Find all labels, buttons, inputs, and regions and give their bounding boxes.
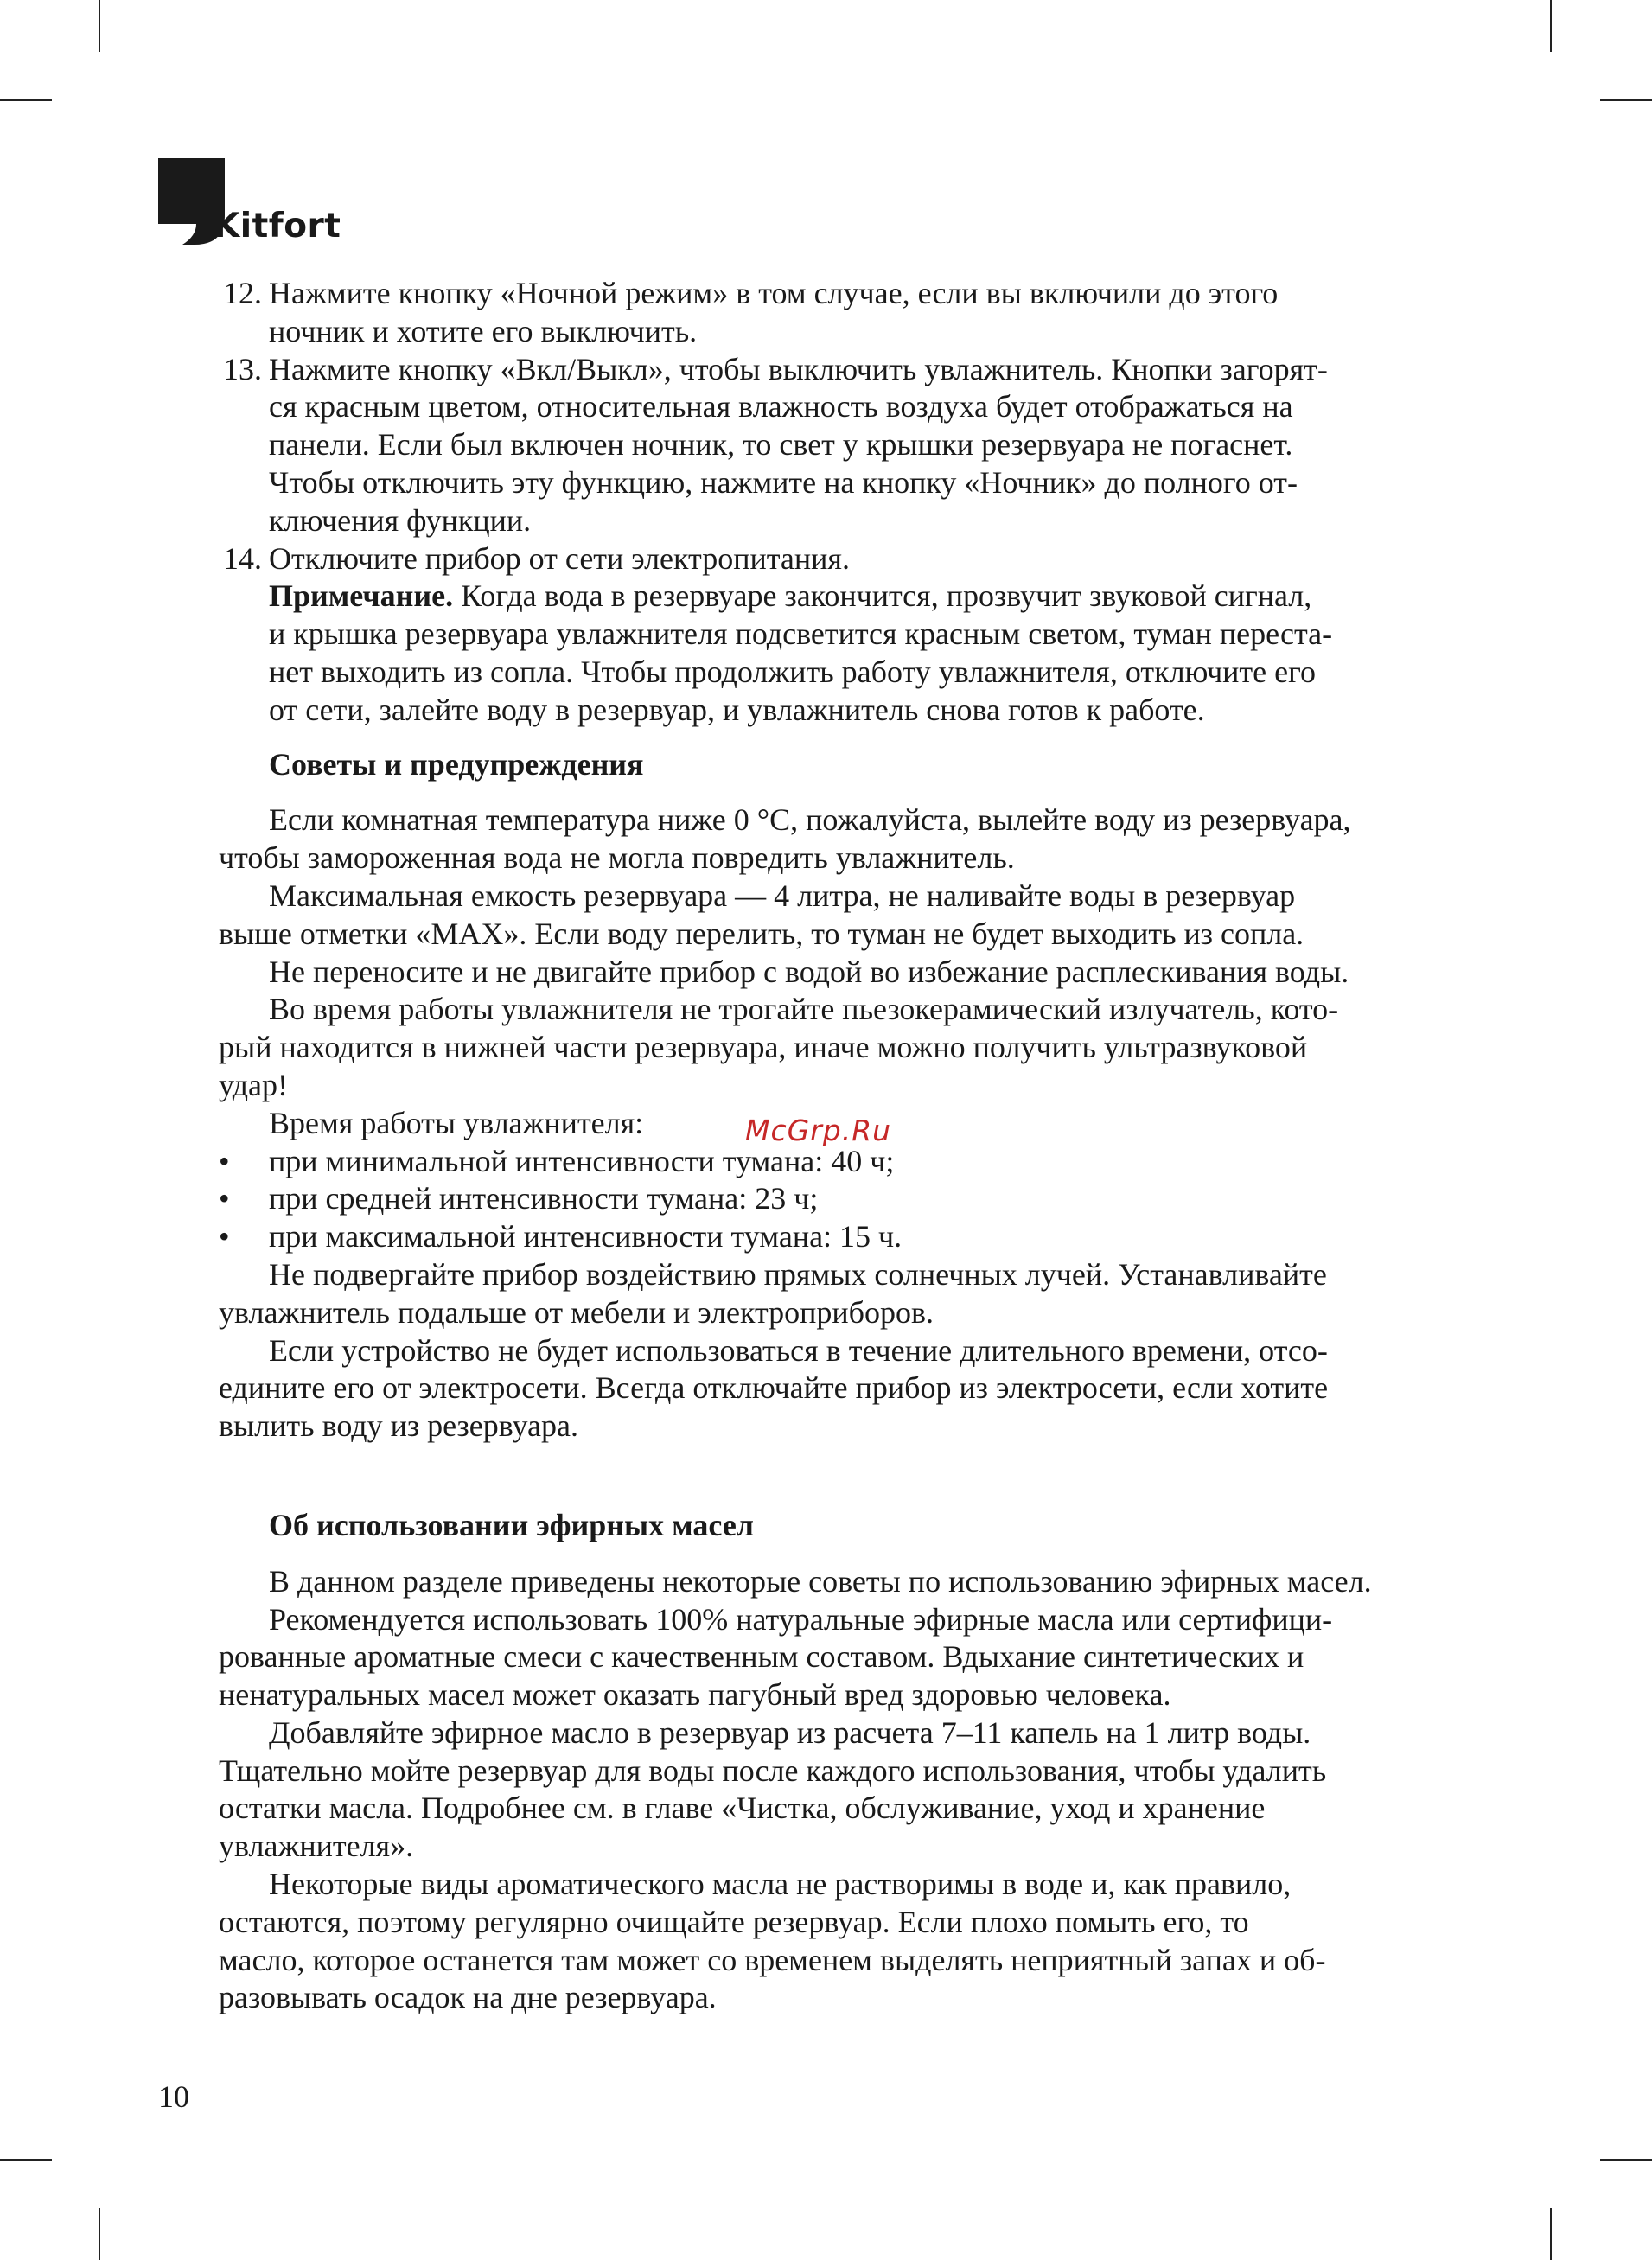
- crop-mark: [99, 0, 100, 52]
- paragraph-line: рый находится в нижней части резервуара, иначе можно получить ультразвуковой: [219, 1030, 1308, 1065]
- list-text: Отключите прибор от сети электропитания.: [269, 540, 850, 576]
- crop-mark: [99, 2208, 100, 2260]
- paragraph-line: удар!: [219, 1067, 289, 1102]
- section-heading-oils: Об использовании эфирных масел: [269, 1507, 754, 1542]
- list-text: панели. Если был включен ночник, то свет у крышки резервуара не погаснет.: [269, 427, 1293, 463]
- bullet-item: [219, 1143, 1455, 1181]
- note-text: нет выходить из сопла. Чтобы продолжить работу увлажнителя, отключите его: [269, 654, 1316, 689]
- list-item: [219, 540, 1455, 578]
- note-label: Примечание.: [269, 578, 454, 614]
- list-number: 12.: [223, 276, 262, 310]
- paragraph-line: Не подвергайте прибор воздействию прямых солнечных лучей. Устанавливайте: [269, 1256, 1327, 1292]
- paragraph-line: остатки масла. Подробнее см. в главе «Чистка, обслуживание, уход и хранение: [219, 1791, 1266, 1826]
- list-number: 13.: [223, 351, 262, 386]
- paragraph-line: чтобы замороженная вода не могла повредить увлажнитель.: [219, 840, 1015, 876]
- paragraph-line: едините его от электросети. Всегда отключайте прибор из электросети, если хотите: [219, 1370, 1329, 1406]
- watermark: McGrp.Ru: [745, 1114, 892, 1147]
- paragraph-line: Если устройство не будет использоваться в течение длительного времени, отсо-: [269, 1332, 1328, 1368]
- note-text: Когда вода в резервуаре закончится, прозвучит звуковой сигнал,: [453, 578, 1312, 614]
- list-text: Нажмите кнопку «Ночной режим» в том случае, если вы включили до этого: [269, 276, 1279, 310]
- paragraph-line: ненатуральных масел может оказать пагубный вред здоровью человека.: [219, 1677, 1171, 1713]
- paragraph-line: Максимальная емкость резервуара — 4 литра, не наливайте воды в резервуар: [269, 878, 1296, 913]
- list-text: ся красным цветом, относительная влажность воздуха будет отображаться на: [269, 389, 1293, 425]
- paragraph-line: масло, которое останется там может со временем выделять неприятный запах и об-: [219, 1942, 1326, 1977]
- paragraph-line: Если комнатная температура ниже 0 °С, пожалуйста, вылейте воду из резервуара,: [269, 802, 1351, 838]
- paragraph-line: остаются, поэтому регулярно очищайте резервуар. Если плохо помыть его, то: [219, 1904, 1249, 1939]
- paragraph-line: Тщательно мойте резервуар для воды после каждого использования, чтобы удалить: [219, 1752, 1327, 1788]
- paragraph-line: выше отметки «MAX». Если воду перелить, то туман не будет выходить из сопла.: [219, 916, 1304, 951]
- list-number: 14.: [223, 540, 262, 576]
- paragraph-line: В данном разделе приведены некоторые советы по использованию эфирных масел.: [269, 1563, 1372, 1599]
- bullet-icon: •: [219, 1219, 230, 1254]
- page-number: 10: [158, 2079, 189, 2114]
- section-heading-tips: Советы и предупреждения: [269, 746, 644, 782]
- bullet-text: при минимальной интенсивности тумана: 40 ч;: [269, 1143, 895, 1178]
- bullet-icon: •: [219, 1181, 230, 1216]
- note-text: от сети, залейте воду в резервуар, и увлажнитель снова готов к работе.: [269, 692, 1205, 727]
- list-text: ночник и хотите его выключить.: [269, 313, 698, 348]
- list-item: [219, 275, 1455, 351]
- paragraph-line: разовывать осадок на дне резервуара.: [219, 1980, 717, 2015]
- bullet-item: [219, 1180, 1455, 1218]
- crop-mark: [1600, 99, 1652, 101]
- list-text: Чтобы отключить эту функцию, нажмите на кнопку «Ночник» до полного от-: [269, 464, 1298, 500]
- crop-mark: [1600, 2159, 1652, 2161]
- paragraph-line: Рекомендуется использовать 100% натуральные эфирные масла или сертифици-: [269, 1601, 1333, 1637]
- bullet-text: при максимальной интенсивности тумана: 15 ч.: [269, 1219, 903, 1254]
- paragraph-line: Во время работы увлажнителя не трогайте пьезокерамический излучатель, кото-: [269, 992, 1339, 1027]
- paragraph-line: рованные ароматные смеси с качественным составом. Вдыхание синтетических и: [219, 1639, 1304, 1675]
- paragraph-line: Добавляйте эфирное масло в резервуар из расчета 7–11 капель на 1 литр воды.: [269, 1714, 1311, 1750]
- note-text: и крышка резервуара увлажнителя подсветится красным светом, туман переста-: [269, 616, 1333, 652]
- bullet-icon: •: [219, 1143, 230, 1178]
- crop-mark: [1550, 0, 1552, 52]
- crop-mark: [0, 2159, 52, 2161]
- paragraph-line: Некоторые виды ароматического масла не растворимы в воде и, как правило,: [269, 1867, 1292, 1902]
- list-item: [219, 351, 1455, 540]
- paragraph-line: вылить воду из резервуара.: [219, 1408, 578, 1444]
- paragraph-line: увлажнителя».: [219, 1829, 414, 1864]
- bullet-item: [219, 1218, 1455, 1256]
- crop-mark: [1550, 2208, 1552, 2260]
- crop-mark: [0, 99, 52, 101]
- brand-name: Kitfort: [214, 207, 341, 246]
- paragraph-line: увлажнитель подальше от мебели и электроприборов.: [219, 1294, 934, 1330]
- note-block: [219, 578, 1455, 729]
- bullet-text: при средней интенсивности тумана: 23 ч;: [269, 1181, 819, 1216]
- list-text: Нажмите кнопку «Вкл/Выкл», чтобы выключить увлажнитель. Кнопки загорят-: [269, 351, 1328, 386]
- paragraph-line: Не переносите и не двигайте прибор с водой во избежание расплескивания воды.: [269, 954, 1349, 989]
- list-text: ключения функции.: [269, 502, 532, 538]
- paragraph-line: Время работы увлажнителя:: [269, 1105, 644, 1140]
